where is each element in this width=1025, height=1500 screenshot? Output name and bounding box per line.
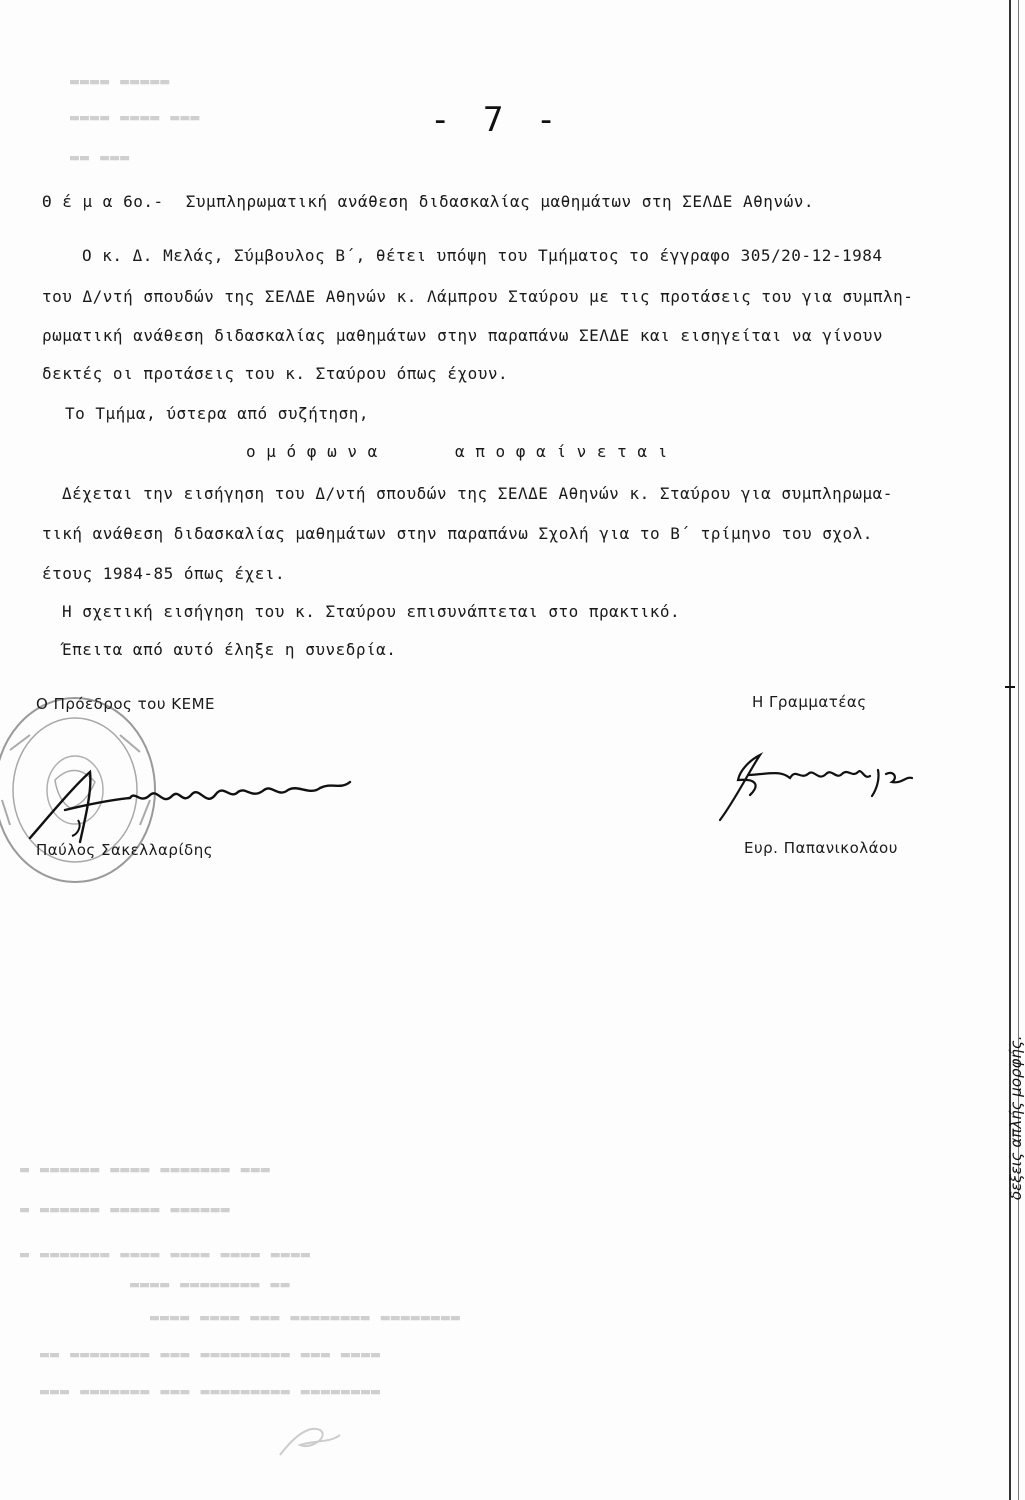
margin-handwritten-note <box>1003 870 1025 1200</box>
body-line: Η σχετική εισήγηση του κ. Σταύρου επισυνάπτεται στο πρακτικό. <box>62 602 681 621</box>
secretary-handwritten-signature <box>700 740 930 830</box>
page-number: - 7 - <box>430 100 563 140</box>
body-line: Ο κ. Δ. Μελάς, Σύμβουλος Β΄, θέτει υπόψη του Τμήματος το έγγραφο 305/20-12-1984 <box>82 246 883 265</box>
margin-note-text: δεξεις απλής μορφής. <box>1007 1035 1025 1200</box>
bleed-through-text: ▬ ▬▬▬▬▬▬▬ ▬▬▬▬ ▬▬▬▬ ▬▬▬▬ ▬▬▬▬ <box>20 1245 311 1263</box>
bleed-through-text: ▬▬ ▬▬▬▬▬▬▬▬ ▬▬▬ ▬▬▬▬▬▬▬▬▬ ▬▬▬ ▬▬▬▬ <box>40 1345 382 1363</box>
binding-edge-line-outer <box>1018 0 1019 1500</box>
president-handwritten-signature <box>20 760 360 850</box>
body-line: του Δ/ντή σπουδών της ΣΕΛΔΕ Αθηνών κ. Λάμπρου Σταύρου με τις προτάσεις του για συμπλη- <box>42 287 914 306</box>
bleed-through-text: ▬▬▬▬ ▬▬▬▬ ▬▬▬ <box>70 108 201 126</box>
body-line: τική ανάθεση διδασκαλίας μαθημάτων στην παραπάνω Σχολή για το Β΄ τρίμηνο του σχολ. <box>42 524 873 543</box>
bleed-through-text: ▬▬▬▬ ▬▬▬▬▬▬▬▬ ▬▬ <box>130 1275 291 1293</box>
body-line: ρωματική ανάθεση διδασκαλίας μαθημάτων στην παραπάνω ΣΕΛΔΕ και εισηγείται να γίνουν <box>42 326 884 345</box>
right-signatory-name: Ευρ. Παπανικολάου <box>744 839 898 857</box>
margin-tick <box>1005 686 1015 688</box>
decision-right: α π ο φ α ί ν ε τ α ι <box>455 442 668 461</box>
bleed-through-text: ▬▬ ▬▬▬ <box>70 148 131 166</box>
faint-pencil-mark <box>270 1415 350 1465</box>
bleed-through-text: ▬▬▬ ▬▬▬▬▬▬▬ ▬▬▬ ▬▬▬▬▬▬▬▬▬ ▬▬▬▬▬▬▬▬ <box>40 1382 382 1400</box>
topic-heading-label: Θ έ μ α 6ο.- <box>42 192 164 211</box>
bleed-through-text: ▬▬▬▬ ▬▬▬▬▬ <box>70 72 171 90</box>
decision-left: ο μ ό φ ω ν α <box>246 442 378 461</box>
right-signatory-title: Η Γραμματέας <box>752 693 867 711</box>
bleed-through-text: ▬ ▬▬▬▬▬▬ ▬▬▬▬▬ ▬▬▬▬▬▬ <box>20 1200 231 1218</box>
body-line: Δέχεται την εισήγηση του Δ/ντή σπουδών της ΣΕΛΔΕ Αθηνών κ. Σταύρου για συμπληρωμα- <box>62 484 893 503</box>
body-line: έτους 1984-85 όπως έχει. <box>42 564 286 583</box>
bleed-through-text: ▬ ▬▬▬▬▬▬ ▬▬▬▬ ▬▬▬▬▬▬▬ ▬▬▬ <box>20 1160 271 1178</box>
body-line: Το Τμήμα, ύστερα από συζήτηση, <box>65 404 369 423</box>
bleed-through-text: ▬▬▬▬ ▬▬▬▬ ▬▬▬ ▬▬▬▬▬▬▬▬ ▬▬▬▬▬▬▬▬ <box>150 1308 461 1326</box>
left-signatory-title: Ο Πρόεδρος του ΚΕΜΕ <box>36 695 215 713</box>
topic-heading-text: Συμπληρωματική ανάθεση διδασκαλίας μαθημάτων στη ΣΕΛΔΕ Αθηνών. <box>185 192 814 211</box>
left-signatory-name: Παύλος Σακελλαρίδης <box>36 841 214 859</box>
topic-heading <box>42 192 814 212</box>
body-line: δεκτές οι προτάσεις του κ. Σταύρου όπως έχουν. <box>42 364 509 383</box>
body-line: Έπειτα από αυτό έληξε η συνεδρία. <box>62 640 397 659</box>
binding-edge-line <box>1009 0 1011 1500</box>
